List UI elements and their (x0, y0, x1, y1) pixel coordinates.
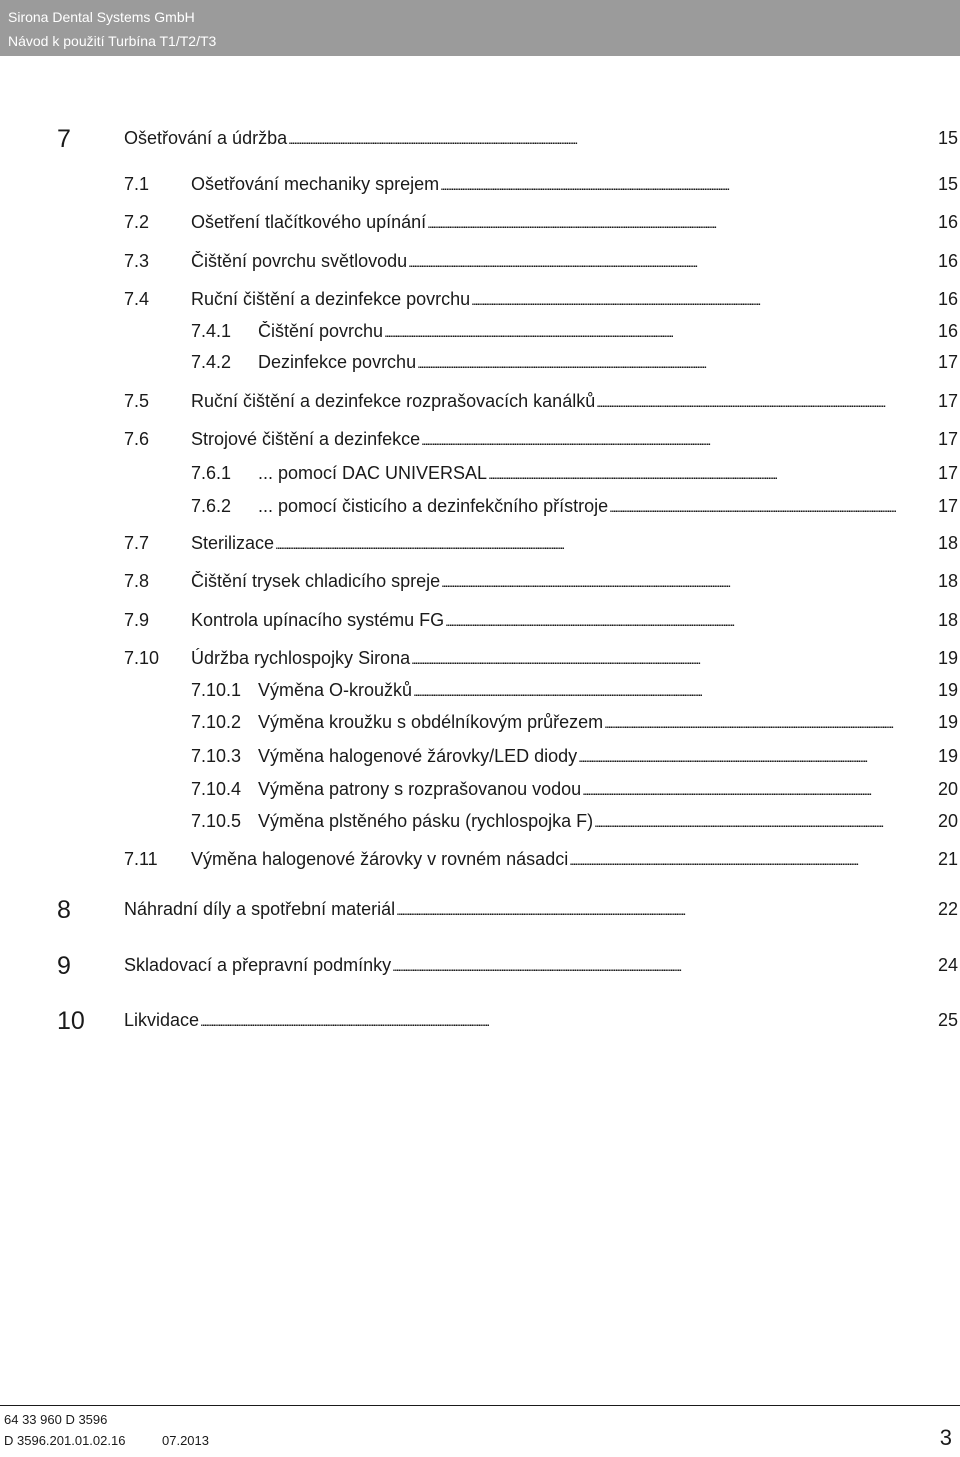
toc-title: Ošetření tlačítkového upínání . . . (191, 212, 896, 236)
toc-title: Čištění povrchu světlovodu . . . (191, 251, 896, 275)
toc-section-number: 7.4 (124, 289, 150, 309)
toc-title: Čištění povrchu . . . (258, 321, 896, 345)
toc-title: Výměna plstěného pásku (rychlospojka F) . . . (258, 811, 896, 835)
toc-entry-7-6-2[interactable] (0, 496, 960, 522)
toc-chapter-number: 9 (57, 952, 71, 980)
toc-entry-chapter-9[interactable] (0, 952, 960, 981)
footer-divider (0, 1405, 960, 1406)
toc-page-number: 24 (937, 955, 958, 975)
toc-title: Kontrola upínacího systému FG . . . (191, 610, 896, 634)
toc-entry-7-4[interactable] (0, 289, 960, 315)
toc-chapter-number: 7 (57, 125, 71, 153)
toc-title: Výměna halogenové žárovky v rovném násadci . . . (191, 849, 896, 873)
toc-page-number: 16 (937, 212, 958, 232)
toc-entry-7-10-4[interactable] (0, 779, 960, 805)
toc-section-number: 7.1 (124, 174, 150, 194)
toc-page-number: 19 (937, 712, 958, 732)
toc-entry-7-2[interactable] (0, 212, 960, 238)
toc-section-number: 7.6 (124, 429, 150, 449)
toc-section-number: 7.5 (124, 391, 150, 411)
toc-section-number: 7.6.2 (191, 496, 232, 516)
toc-page-number: 16 (937, 251, 958, 271)
toc-section-number: 7.4.1 (191, 321, 232, 341)
toc-entry-7-8[interactable] (0, 571, 960, 597)
toc-chapter-number: 10 (57, 1007, 85, 1035)
company-name: Sirona Dental Systems GmbH (8, 9, 195, 25)
toc-title: Likvidace . . . (124, 1010, 896, 1034)
toc-page-number: 18 (937, 533, 958, 553)
toc-page-number: 17 (937, 429, 958, 449)
toc-section-number: 7.11 (124, 849, 158, 869)
toc-entry-7-4-2[interactable] (0, 352, 960, 378)
toc-entry-7-4-1[interactable] (0, 321, 960, 347)
toc-page-number: 15 (937, 174, 958, 194)
toc-page-number: 22 (937, 899, 958, 919)
toc-page-number: 19 (937, 648, 958, 668)
toc-page-number: 21 (937, 849, 958, 869)
toc-page-number: 18 (937, 571, 958, 591)
toc-page-number: 16 (937, 321, 958, 341)
toc-section-number: 7.10.2 (191, 712, 242, 732)
toc-section-number: 7.10.4 (191, 779, 242, 799)
toc-title: Ošetřování a údržba . . . (124, 128, 896, 152)
toc-section-number: 7.2 (124, 212, 150, 232)
toc-entry-7-10-3[interactable] (0, 746, 960, 772)
toc-section-number: 7.4.2 (191, 352, 232, 372)
toc-section-number: 7.8 (124, 571, 150, 591)
toc-page-number: 19 (937, 746, 958, 766)
toc-title: Výměna kroužku s obdélníkovým průřezem . . . (258, 712, 896, 736)
footer-date: 07.2013 (162, 1433, 209, 1448)
toc-title: ... pomocí čisticího a dezinfekčního přístroje . . . (258, 496, 896, 520)
footer-version: D 3596.201.01.02.16 (4, 1433, 126, 1448)
toc-title: Výměna halogenové žárovky/LED diody . . . (258, 746, 896, 770)
footer-document-code: 64 33 960 D 3596 (4, 1412, 108, 1427)
toc-page-number: 25 (937, 1010, 958, 1030)
toc-entry-7-6-1[interactable] (0, 463, 960, 489)
toc-title: Ošetřování mechaniky sprejem . . . (191, 174, 896, 198)
toc-page-number: 19 (937, 680, 958, 700)
toc-title: Údržba rychlospojky Sirona . . . (191, 648, 896, 672)
toc-page-number: 18 (937, 610, 958, 630)
toc-title: Výměna O-kroužků . . . (258, 680, 896, 704)
toc-page-number: 20 (937, 811, 958, 831)
toc-section-number: 7.9 (124, 610, 150, 630)
toc-page-number: 17 (937, 496, 958, 516)
toc-section-number: 7.10 (124, 648, 160, 668)
toc-entry-7-10[interactable] (0, 648, 960, 674)
toc-entry-7-3[interactable] (0, 251, 960, 277)
toc-title: Strojové čištění a dezinfekce . . . (191, 429, 896, 453)
toc-section-number: 7.3 (124, 251, 150, 271)
toc-page-number: 17 (937, 391, 958, 411)
toc-title: Skladovací a přepravní podmínky . . . (124, 955, 896, 979)
toc-section-number: 7.6.1 (191, 463, 232, 483)
toc-entry-7-7[interactable] (0, 533, 960, 559)
toc-title: Ruční čištění a dezinfekce rozprašovacích kanálků . . . (191, 391, 896, 415)
toc-entry-7-1[interactable] (0, 174, 960, 200)
toc-title: Náhradní díly a spotřební materiál . . . (124, 899, 896, 923)
toc-entry-7-10-1[interactable] (0, 680, 960, 706)
toc-entry-7-9[interactable] (0, 610, 960, 636)
toc-title: Výměna patrony s rozprašovanou vodou . . . (258, 779, 896, 803)
toc-title: Dezinfekce povrchu . . . (258, 352, 896, 376)
toc-title: Sterilizace . . . (191, 533, 896, 557)
toc-page-number: 20 (937, 779, 958, 799)
toc-chapter-number: 8 (57, 896, 71, 924)
toc-entry-7-11[interactable] (0, 849, 960, 875)
toc-title: Ruční čištění a dezinfekce povrchu . . . (191, 289, 896, 313)
toc-title: ... pomocí DAC UNIVERSAL . . . (258, 463, 896, 487)
toc-entry-7-6[interactable] (0, 429, 960, 455)
footer-page-number: 3 (939, 1425, 952, 1450)
toc-entry-7-10-2[interactable] (0, 712, 960, 738)
toc-section-number: 7.7 (124, 533, 150, 553)
toc-section-number: 7.10.5 (191, 811, 242, 831)
toc-page-number: 17 (937, 463, 958, 483)
toc-page-number: 17 (937, 352, 958, 372)
toc-entry-7-5[interactable] (0, 391, 960, 417)
toc-section-number: 7.10.1 (191, 680, 242, 700)
toc-title: Čištění trysek chladicího spreje . . . (191, 571, 896, 595)
toc-page-number: 16 (937, 289, 958, 309)
toc-section-number: 7.10.3 (191, 746, 242, 766)
document-title: Návod k použití Turbína T1/T2/T3 (8, 33, 217, 49)
toc-page-number: 15 (937, 128, 958, 148)
toc-entry-chapter-10[interactable] (0, 1007, 960, 1036)
toc-entry-7-10-5[interactable] (0, 811, 960, 837)
toc-entry-chapter-8[interactable] (0, 896, 960, 925)
toc-entry-chapter-7[interactable] (0, 125, 960, 154)
